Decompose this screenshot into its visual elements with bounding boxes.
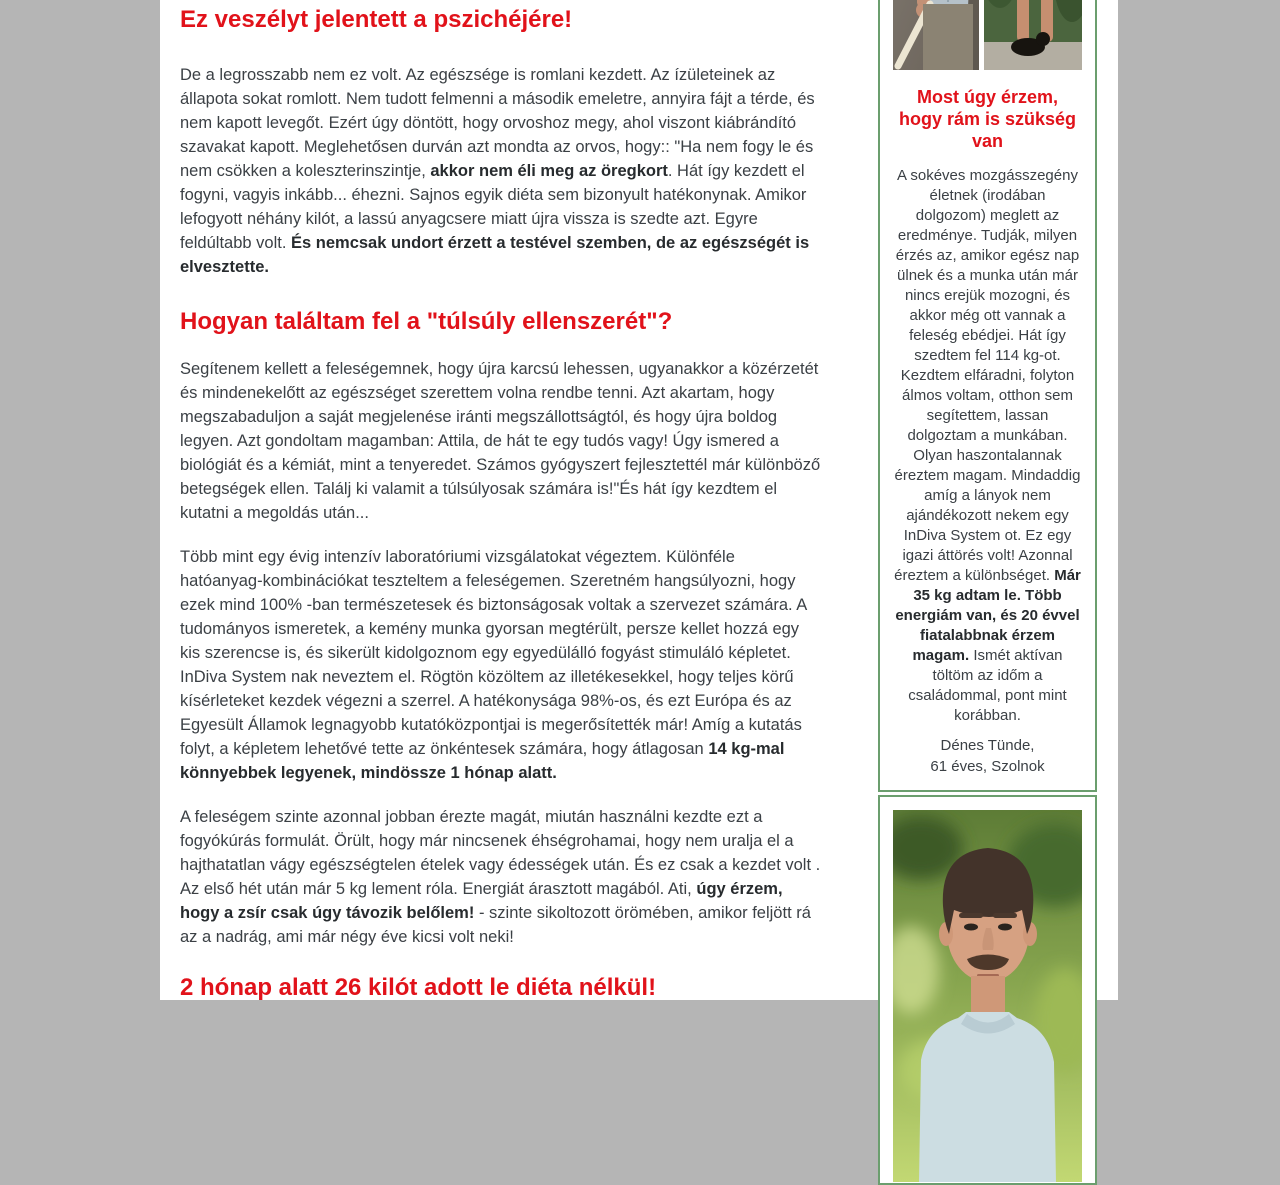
text-segment-bold: akkor nem éli meg az öregkort bbox=[430, 162, 668, 180]
before-photo bbox=[893, 0, 979, 70]
page bbox=[160, 0, 1118, 1000]
before-after-photos bbox=[893, 0, 1082, 70]
paragraph-lab-research bbox=[180, 545, 821, 785]
text-segment-bold: úgy érzem, hogy a zsír csak úgy távozik belőlem! bbox=[180, 880, 783, 922]
signature-location: 61 éves, Szolnok bbox=[930, 758, 1045, 775]
heading-two-months-result: 2 hónap alatt 26 kilót adott le diéta nélkül! bbox=[180, 974, 657, 1001]
text-segment-bold: Már 35 kg adtam le. Több energiám van, és 20 évvel fiatalabbnak érzem magam. bbox=[895, 567, 1081, 664]
paragraph-health-decline bbox=[180, 63, 821, 279]
testimonial-heading: Most úgy érzem, hogy rám is szükség van bbox=[898, 87, 1077, 151]
after-photo bbox=[984, 0, 1082, 70]
article-column bbox=[180, 0, 821, 1003]
text-segment-bold: 14 kg-mal könnyebbek legyenek, mindössze 1 hónap alatt. bbox=[180, 740, 785, 782]
text-segment: Ismét aktívan töltöm az időm a családommal, pont mint korábban. bbox=[908, 647, 1067, 724]
testimonial-signature bbox=[893, 735, 1082, 777]
text-segment-bold: És nemcsak undort érzett a testével szemben, de az egészségét is elvesztette. bbox=[180, 234, 810, 276]
testimonial-card bbox=[878, 0, 1097, 792]
heading-how-invented: Hogyan találtam fel a "túlsúly ellenszerét"? bbox=[180, 308, 673, 335]
text-segment: - szinte sikoltozott örömében, amikor feljött rá az a nadrág, ami már négy éve kicsi volt neki! bbox=[180, 904, 811, 946]
testimonial-portrait-photo bbox=[893, 810, 1082, 1182]
text-segment: A feleségem szinte azonnal jobban érezte magát, miután használni kezdte ezt a fogyókúrás formulát. Örült, hogy már nincsenek éhségrohamai, hogy nem uralja el a hajthatatlan vágy egészségtelen ételek vagy édességek után. És ez csak a kezdet volt . Az első hét után már 5 kg lement róla. Energiát árasztott magából. Ati, bbox=[180, 808, 821, 898]
text-segment: Segítenem kellett a feleségemnek, hogy újra karcsú lehessen, ugyanakkor a közérzetét és mindenekelőtt az egészséget szerettem volna rendbe tenni. Azt akartam, hogy megszabaduljon a saját megjelenése iránti megszállottságtól, és hogy újra boldog legyen. Azt gondoltam magamban: Attila, de hát te egy tudós vagy! Úgy ismered a biológiát és a kémiát, mint a tenyeredet. Számos gyógyszert fejlesztettél már különböző betegségek ellen. Találj ki valamit a túlsúlyosak számára is!"És hát így kezdtem el kutatni a megoldás után... bbox=[180, 360, 821, 522]
text-segment: . Hát így kezdett el fogyni, vagyis inkább... éhezni. Sajnos egyik diéta sem bizonyult hatékonynak. Amikor lefogyott néhány kilót, a lassú anyagcsere miatt újra vissza is szedte azt. Egyre feldúltabb volt. bbox=[180, 162, 807, 252]
text-segment: Több mint egy évig intenzív laboratóriumi vizsgálatokat végeztem. Különféle hatóanyag-kombinációkat teszteltem a feleségemen. Szeretném hangsúlyozni, hogy ezek mind 100% -ban természetesek és biztonságosak voltak a szervezet számára. A tudományos ismeretek, a kemény munka gyorsan megtérült, persze kellet hozzá egy kis szerencse is, és sikerült kidolgoznom egy egyedülálló fogyást stimuláló képletet. InDiva System nak neveztem el. Rögtön közöltem az illetékesekkel, hogy teljes körű kísérleteket kezdek végezni a szerrel. A hatékonysága 98%-os, és ezt Európa és az Egyesült Államok legnagyobb kutatóközpontjai is megerősítették már! Amíg a kutatás folyt, a képletem lehetővé tette az önkéntesek számára, hogy átlagosan bbox=[180, 548, 807, 758]
signature-name: Dénes Tünde, bbox=[940, 737, 1035, 754]
heading-psyche-danger: Ez veszélyt jelentett a pszichéjére! bbox=[180, 6, 573, 33]
paragraph-wife-results bbox=[180, 805, 821, 949]
text-segment: A sokéves mozgásszegény életnek (irodában dolgozom) meglett az eredménye. Tudják, milyen érzés az, amikor egész nap ülnek és a munka után már nincs erejük mozogni, és akkor még ott vannak a feleség ebédjei. Hát így szedtem fel 114 kg-ot. Kezdtem elfáradni, folyton álmos voltam, otthon sem segítettem, lassan dolgoztam a munkában. Olyan haszontalannak éreztem magam. Mindaddig amíg a lányok nem ajándékozott nekem egy InDiva System ot. Ez egy igazi áttörés volt! Azonnal éreztem a különbséget. bbox=[894, 167, 1081, 584]
testimonial-text bbox=[893, 166, 1082, 726]
paragraph-helping-wife bbox=[180, 357, 821, 525]
text-segment: De a legrosszabb nem ez volt. Az egészsége is romlani kezdett. Az ízületeinek az állapota sokat romlott. Nem tudott felmenni a második emeletre, annyira fájt a térde, és nem kapott levegőt. Ezért úgy döntött, hogy orvoshoz megy, ahol viszont kiábrándító szavakat kapott. Meglehetősen durván azt mondta az orvos, hogy:: "Ha nem fogy le és nem csökken a koleszterinszintje, bbox=[180, 66, 815, 180]
testimonial-card-2 bbox=[878, 795, 1097, 1185]
sidebar bbox=[878, 0, 1097, 1000]
